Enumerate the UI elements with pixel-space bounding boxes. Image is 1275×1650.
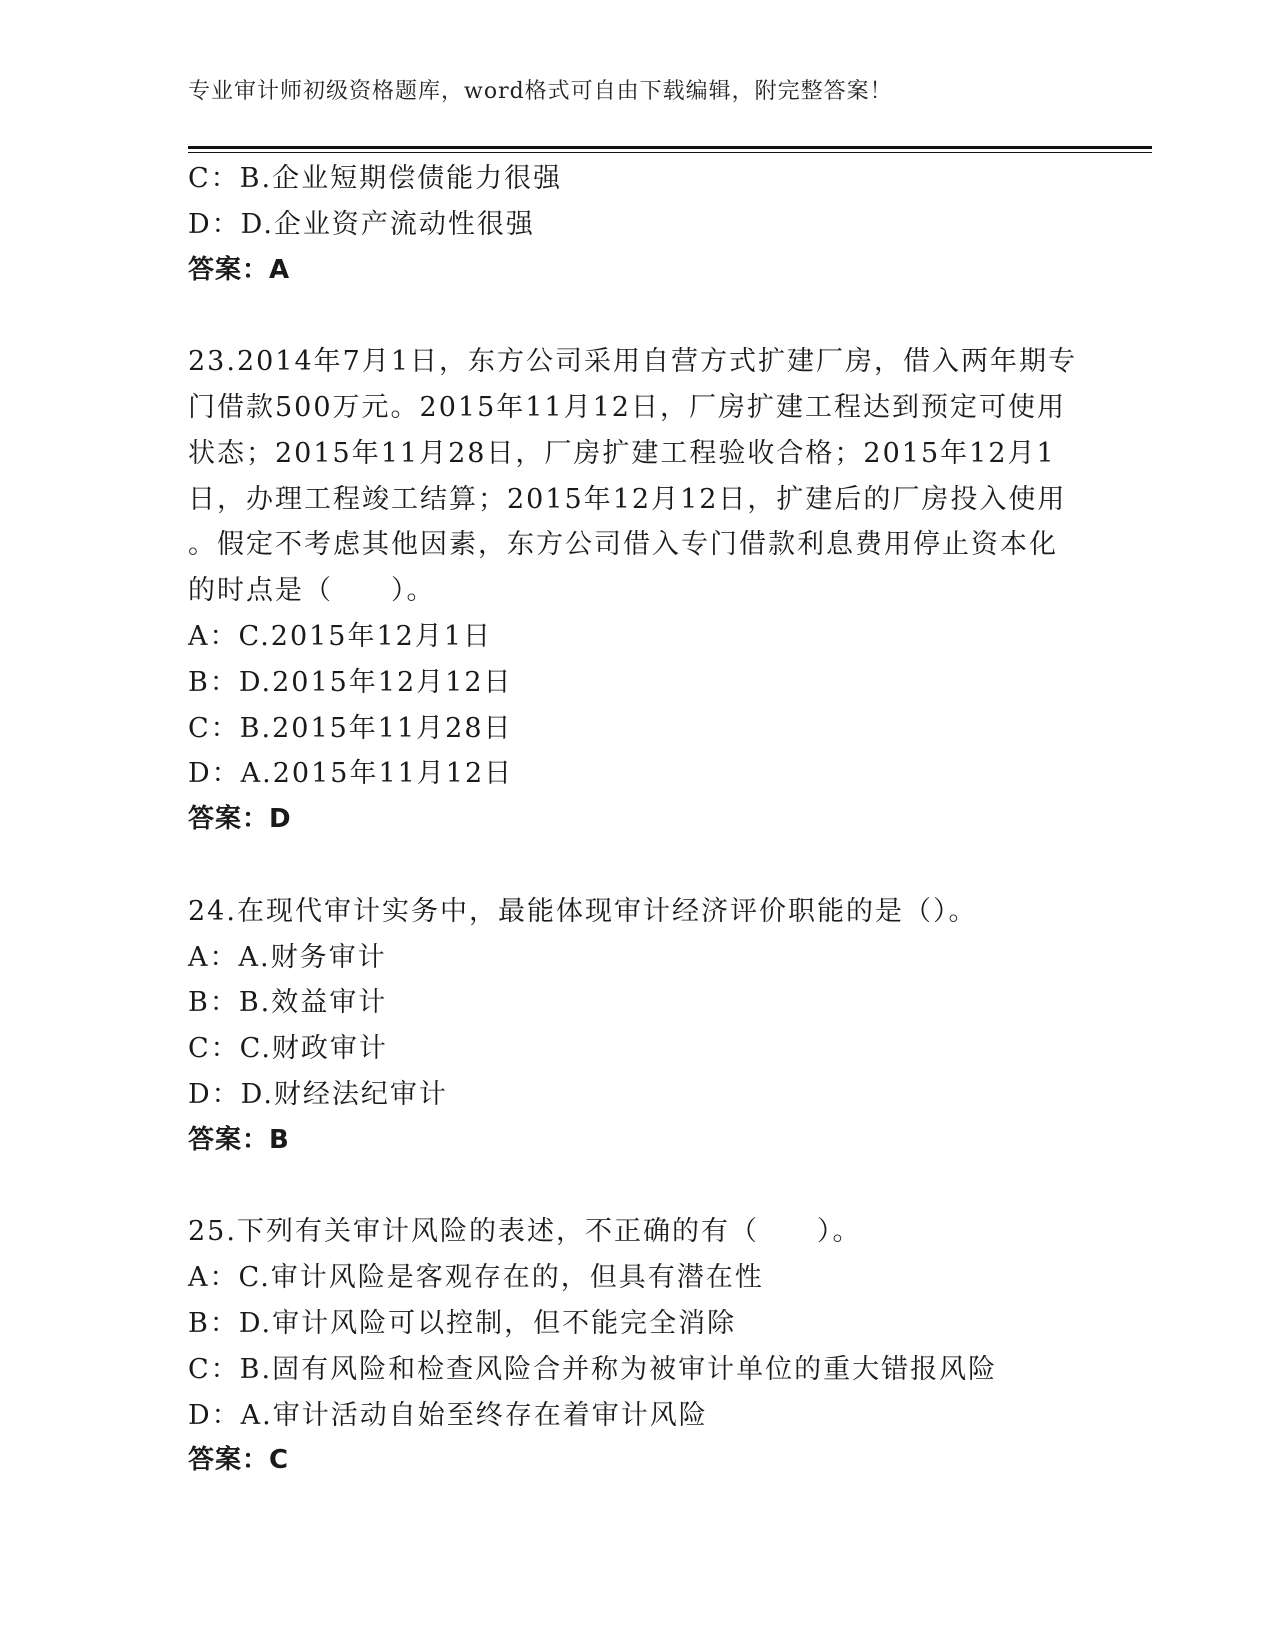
option-line: C：B.固有风险和检查风险合并称为被审计单位的重大错报风险 [188,1353,998,1385]
option-line: D：D.财经法纪审计 [188,1078,448,1110]
option-line: D：D.企业资产流动性很强 [188,208,535,240]
option-line: A：C.审计风险是客观存在的，但具有潜在性 [188,1262,764,1294]
option-line: B：B.效益审计 [188,987,388,1019]
option-line: C：B.2015年11月28日 [188,712,513,744]
question-stem-line: 。假定不考虑其他因素，东方公司借入专门借款利息费用停止资本化 [188,529,1058,561]
question-stem-line: 25.下列有关审计风险的表述，不正确的有（ ）。 [188,1216,862,1248]
option-line: A：A.财务审计 [188,941,387,973]
question-content [188,156,1088,1484]
question-stem-line: 状态；2015年11月28日，厂房扩建工程验收合格；2015年12月1 [188,437,1056,469]
option-line: B：D.审计风险可以控制，但不能完全消除 [188,1307,737,1339]
question-stem-line: 24.在现代审计实务中，最能体现审计经济评价职能的是（）。 [188,895,978,927]
option-line: C：B.企业短期偿债能力很强 [188,163,563,194]
option-line: C：C.财政审计 [188,1033,388,1065]
answer-line: 答案：D [188,804,292,835]
option-line: A：C.2015年12月1日 [188,620,493,652]
question-stem-line: 23.2014年7月1日，东方公司采用自营方式扩建厂房，借入两年期专 [188,346,1078,378]
header-rule-thick [188,146,1152,149]
page-header: 专业审计师初级资格题库，word格式可自由下载编辑，附完整答案！ [188,79,893,104]
option-line: D：A.审计活动自始至终存在着审计风险 [188,1399,708,1431]
option-line: D：A.2015年11月12日 [188,758,514,790]
answer-line: 答案：C [188,1445,290,1476]
question-stem-line: 日，办理工程竣工结算；2015年12月12日，扩建后的厂房投入使用 [188,483,1067,515]
question-stem-line: 门借款500万元。2015年11月12日，厂房扩建工程达到预定可使用 [188,391,1066,423]
header-rule-thin [188,152,1152,153]
answer-line: 答案：A [188,254,291,285]
question-stem-line: 的时点是（ ）。 [188,575,436,607]
answer-line: 答案：B [188,1124,290,1155]
option-line: B：D.2015年12月12日 [188,666,513,698]
